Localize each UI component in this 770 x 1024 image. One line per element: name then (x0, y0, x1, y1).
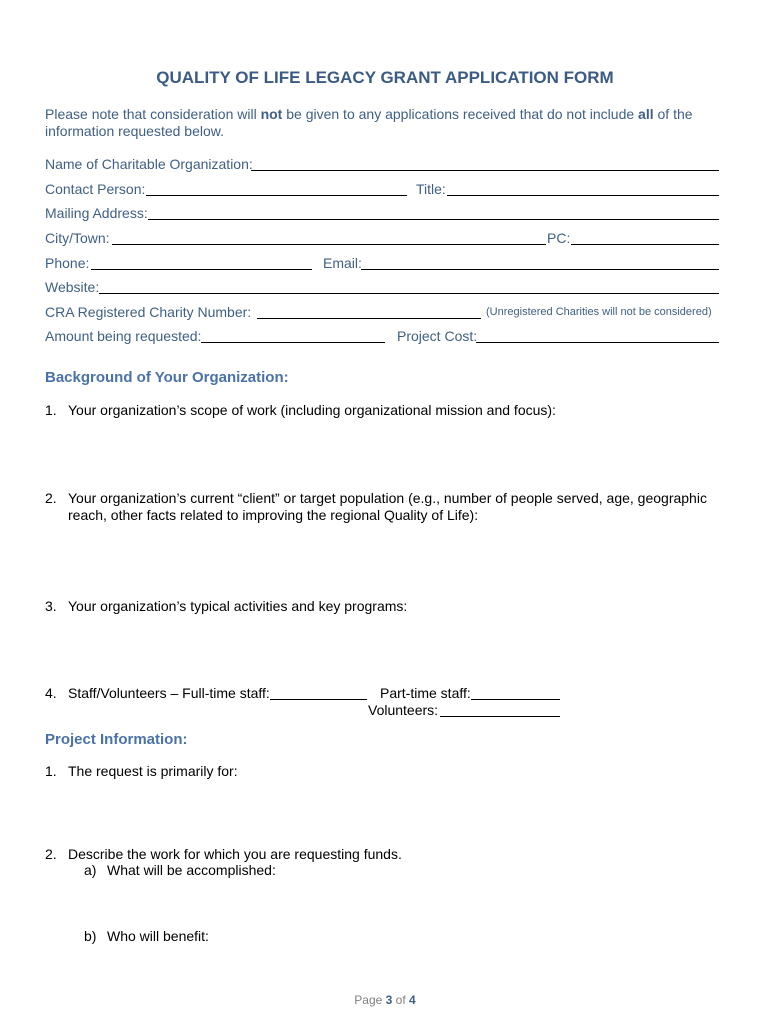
cra-note: (Unregistered Charities will not be considered) (486, 306, 712, 318)
project-cost-field[interactable] (476, 342, 719, 343)
note-text-2: be given to any applications received that do not include (282, 106, 639, 122)
charitable-org-field[interactable] (251, 170, 719, 171)
background-q1: Your organization’s scope of work (including organizational mission and focus): (68, 402, 556, 418)
background-q2-number: 2. (45, 490, 57, 506)
city-town-label: City/Town: (45, 230, 110, 246)
note-text-3: of the information requested below. (45, 106, 693, 139)
project-cost-label: Project Cost: (397, 328, 478, 344)
form-title: QUALITY OF LIFE LEGACY GRANT APPLICATION FORM (156, 68, 614, 87)
contact-person-field[interactable] (146, 195, 407, 196)
cra-number-field[interactable] (257, 318, 481, 319)
project-q2-number: 2. (45, 846, 57, 862)
background-q3-number: 3. (45, 598, 57, 614)
background-q2-line1: Your organization’s current “client” or target population (e.g., number of people served, age, geographic (68, 490, 707, 506)
website-label: Website: (45, 279, 100, 295)
background-q1-number: 1. (45, 402, 57, 418)
note-bold-all: all (638, 106, 654, 122)
phone-field[interactable] (91, 269, 312, 270)
amount-requested-label: Amount being requested: (45, 328, 202, 344)
note-bold-not: not (260, 106, 283, 122)
fulltime-staff-field[interactable] (270, 699, 367, 700)
project-q2: Describe the work for which you are requesting funds. (68, 846, 402, 862)
fulltime-staff-label: Staff/Volunteers – Full-time staff: (68, 685, 270, 701)
project-q2a-letter: a) (84, 862, 97, 878)
pc-field[interactable] (571, 244, 719, 245)
email-field[interactable] (361, 269, 719, 270)
contact-person-label: Contact Person: (45, 181, 146, 197)
of-word: of (392, 993, 410, 1007)
page-word: Page (354, 993, 386, 1007)
parttime-staff-label: Part-time staff: (380, 685, 471, 701)
title-field[interactable] (447, 195, 719, 196)
background-heading: Background of Your Organization: (45, 369, 289, 386)
city-town-field[interactable] (112, 244, 546, 245)
mailing-address-label: Mailing Address: (45, 205, 148, 221)
note-text-1: Please note that consideration will (45, 106, 261, 122)
title-label: Title: (416, 181, 446, 197)
background-q4-number: 4. (45, 685, 57, 701)
cra-number-label: CRA Registered Charity Number: (45, 304, 252, 320)
website-field[interactable] (99, 293, 719, 294)
volunteers-label: Volunteers: (368, 702, 439, 718)
project-q2b-letter: b) (84, 928, 97, 944)
background-q3: Your organization’s typical activities and key programs: (68, 598, 408, 614)
volunteers-field[interactable] (440, 716, 560, 717)
project-q2a: What will be accomplished: (107, 862, 276, 878)
page-total: 4 (409, 993, 416, 1007)
background-q2-line2: reach, other facts related to improving the regional Quality of Life): (68, 507, 479, 523)
project-q1-number: 1. (45, 763, 57, 779)
pc-label: PC: (547, 230, 571, 246)
page-number: 3 (385, 993, 393, 1007)
project-heading: Project Information: (45, 731, 188, 748)
phone-label: Phone: (45, 255, 90, 271)
charitable-org-label: Name of Charitable Organization: (45, 156, 253, 172)
parttime-staff-field[interactable] (471, 699, 560, 700)
page-footer (0, 993, 770, 1007)
mailing-address-field[interactable] (148, 219, 719, 220)
project-q1: The request is primarily for: (68, 763, 238, 779)
email-label: Email: (323, 255, 362, 271)
instructions-note (45, 106, 735, 140)
amount-requested-field[interactable] (201, 342, 385, 343)
project-q2b: Who will benefit: (107, 928, 209, 944)
